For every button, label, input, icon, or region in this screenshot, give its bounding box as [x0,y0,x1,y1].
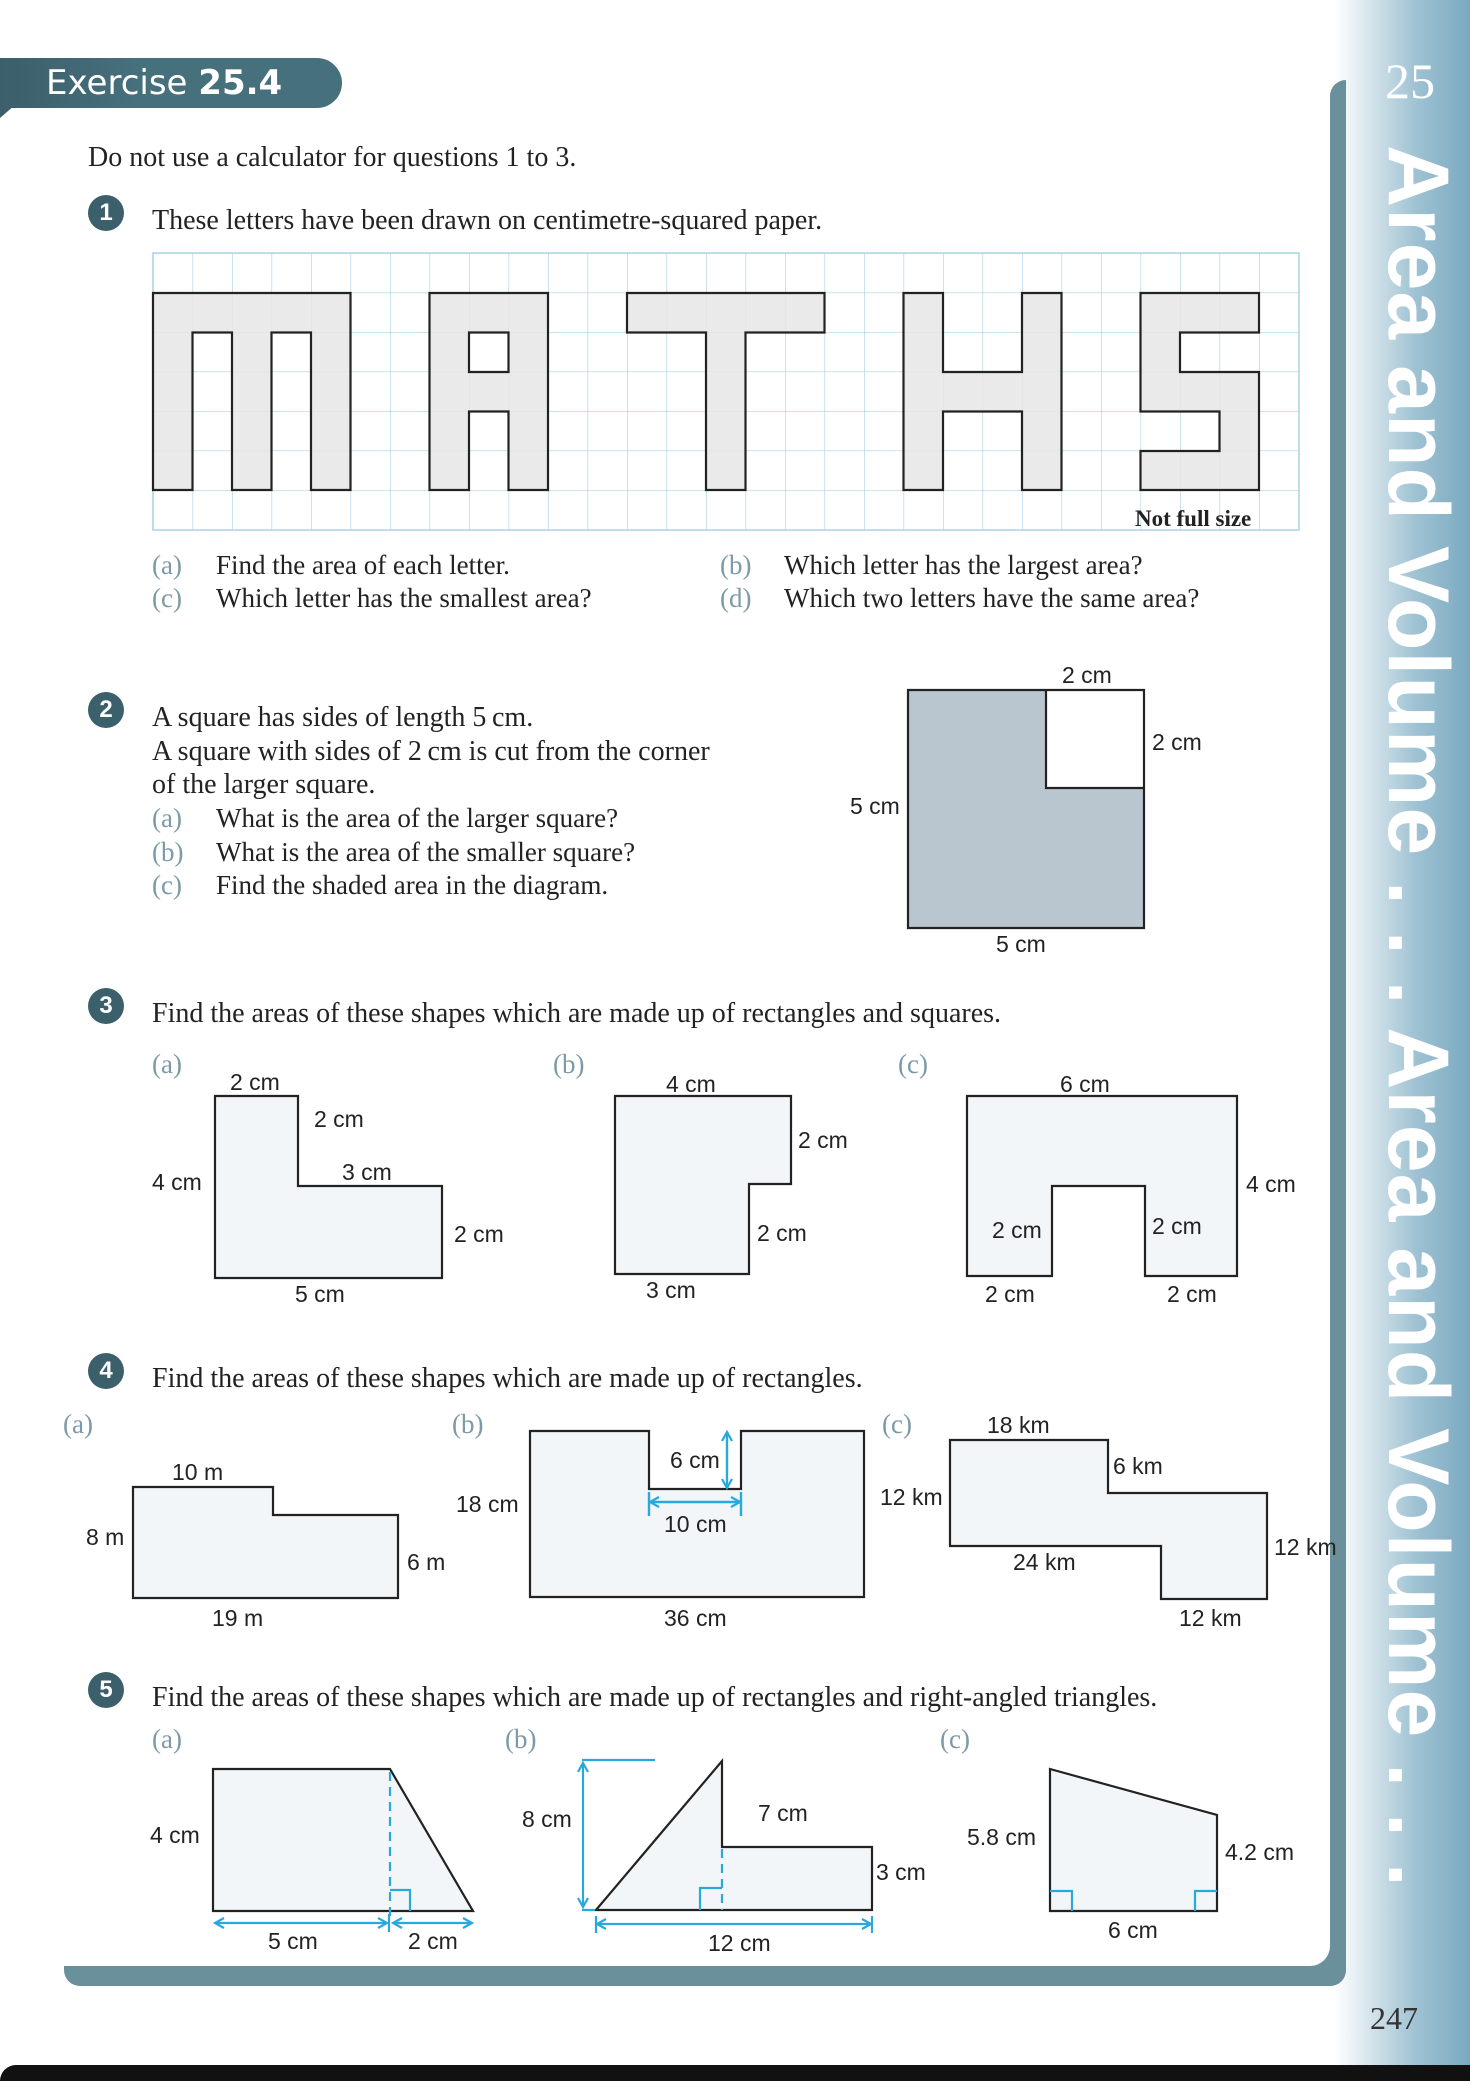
intro-instruction: Do not use a calculator for questions 1 to 3. [88,142,577,173]
q3b-shape [615,1096,791,1274]
svg-text:10 m: 10 m [172,1459,224,1485]
exercise-number: 25.4 [198,63,283,103]
svg-text:2 cm: 2 cm [992,1217,1042,1243]
svg-text:2 cm: 2 cm [757,1220,807,1246]
svg-text:2 cm: 2 cm [454,1221,504,1247]
q3-text: Find the areas of these shapes which are made up of rectangles and squares. [152,998,1002,1029]
svg-text:2 cm: 2 cm [1167,1281,1217,1307]
svg-text:3 cm: 3 cm [342,1159,392,1185]
svg-text:2 cm: 2 cm [1152,729,1202,755]
q2-part-c: (c) Find the shaded area in the diagram. [152,870,609,900]
svg-text:2 cm: 2 cm [230,1069,280,1095]
svg-text:5 cm: 5 cm [268,1928,318,1954]
svg-text:2 cm: 2 cm [798,1127,848,1153]
svg-text:2 cm: 2 cm [985,1281,1035,1307]
svg-text:6 cm: 6 cm [670,1447,720,1473]
q4-shapes [50,1400,1350,1640]
q2-part-b: (b) What is the area of the smaller square? [152,837,636,867]
svg-text:4 cm: 4 cm [666,1071,716,1097]
svg-text:6 m: 6 m [407,1549,446,1575]
svg-text:3 cm: 3 cm [876,1859,926,1885]
svg-text:8 cm: 8 cm [522,1806,572,1832]
svg-text:18 km: 18 km [987,1412,1050,1438]
q4a-shape [133,1487,398,1598]
svg-text:(a): (a) [63,1409,93,1439]
q2-line-3: of the larger square. [152,769,376,800]
svg-text:8 m: 8 m [86,1524,125,1550]
svg-text:(b): (b) [452,1409,484,1439]
svg-text:(c): (c) [882,1409,912,1439]
exercise-banner [0,58,342,108]
not-full-size-note: Not full size [1135,506,1252,531]
svg-text:3 cm: 3 cm [646,1277,696,1303]
svg-text:(b): (b) [505,1724,537,1754]
q4-text: Find the areas of these shapes which are made up of rectangles. [152,1363,863,1394]
q5-text: Find the areas of these shapes which are made up of rectangles and right-angled triangles. [152,1682,1158,1713]
page-frame-right [1330,80,1346,1960]
q5c-shape [1050,1769,1217,1911]
svg-text:4 cm: 4 cm [152,1169,202,1195]
svg-text:6 km: 6 km [1113,1453,1163,1479]
q3-shapes [140,1040,1320,1320]
svg-text:5 cm: 5 cm [850,793,900,819]
svg-text:12 km: 12 km [1179,1605,1242,1631]
letter-m [153,293,351,490]
scan-edge [0,2065,1470,2081]
svg-text:12 km: 12 km [1274,1534,1337,1560]
q5b-shape [596,1761,872,1910]
question-number-3: 3 [88,988,124,1024]
svg-text:18 cm: 18 cm [456,1491,519,1517]
svg-text:24 km: 24 km [1013,1549,1076,1575]
svg-text:36 cm: 36 cm [664,1605,727,1631]
page-frame-bottom [64,1966,1346,1986]
svg-text:4 cm: 4 cm [150,1822,200,1848]
svg-text:19 m: 19 m [212,1605,264,1631]
svg-text:2 cm: 2 cm [1152,1213,1202,1239]
svg-text:7 cm: 7 cm [758,1800,808,1826]
svg-text:5.8 cm: 5.8 cm [967,1824,1037,1850]
svg-text:4 cm: 4 cm [1246,1171,1296,1197]
q2-line-1: A square has sides of length 5 cm. [152,702,534,733]
chapter-title: Area and Volume . . . Area and Volume . . . [1370,145,1466,1888]
q1-part-c: (c) Which letter has the smallest area? [152,583,592,613]
svg-text:12 km: 12 km [880,1484,943,1510]
q1-text: These letters have been drawn on centimetre-squared paper. [152,205,823,236]
q2-part-a: (a) What is the area of the larger square? [152,803,619,833]
svg-text:(c): (c) [898,1049,928,1079]
chapter-number: 25 [1385,53,1435,109]
svg-text:(c): (c) [940,1724,970,1754]
exercise-word: Exercise [46,63,188,103]
page-number: 247 [1370,2000,1418,2036]
svg-text:(a): (a) [152,1049,182,1079]
q1-part-b: (b) Which letter has the largest area? [720,550,1143,580]
question-number-1: 1 [88,195,124,231]
q2-line-2: A square with sides of 2 cm is cut from the corner [152,736,710,767]
question-number-5: 5 [88,1672,124,1708]
q5-shapes [90,1720,1320,1960]
svg-text:6 cm: 6 cm [1108,1917,1158,1943]
svg-text:10 cm: 10 cm [664,1511,727,1537]
svg-text:5 cm: 5 cm [295,1281,345,1307]
svg-text:(a): (a) [152,1724,182,1754]
q1-part-d: (d) Which two letters have the same area? [720,583,1200,613]
svg-text:2 cm: 2 cm [408,1928,458,1954]
svg-text:(b): (b) [553,1049,585,1079]
q1-part-a: (a) Find the area of each letter. [152,550,510,580]
q4c-shape [950,1440,1267,1599]
q3c-shape [967,1096,1237,1276]
q2-diagram [830,650,1230,970]
question-number-4: 4 [88,1353,124,1389]
letter-s [1141,293,1260,490]
q5a-shape [213,1769,473,1911]
svg-text:5 cm: 5 cm [996,931,1046,957]
svg-text:12 cm: 12 cm [708,1930,771,1956]
maths-letters-grid [150,250,1305,535]
question-number-2: 2 [88,692,124,728]
svg-text:6 cm: 6 cm [1060,1071,1110,1097]
svg-text:2 cm: 2 cm [1062,662,1112,688]
svg-text:4.2 cm: 4.2 cm [1225,1839,1295,1865]
svg-text:2 cm: 2 cm [314,1106,364,1132]
